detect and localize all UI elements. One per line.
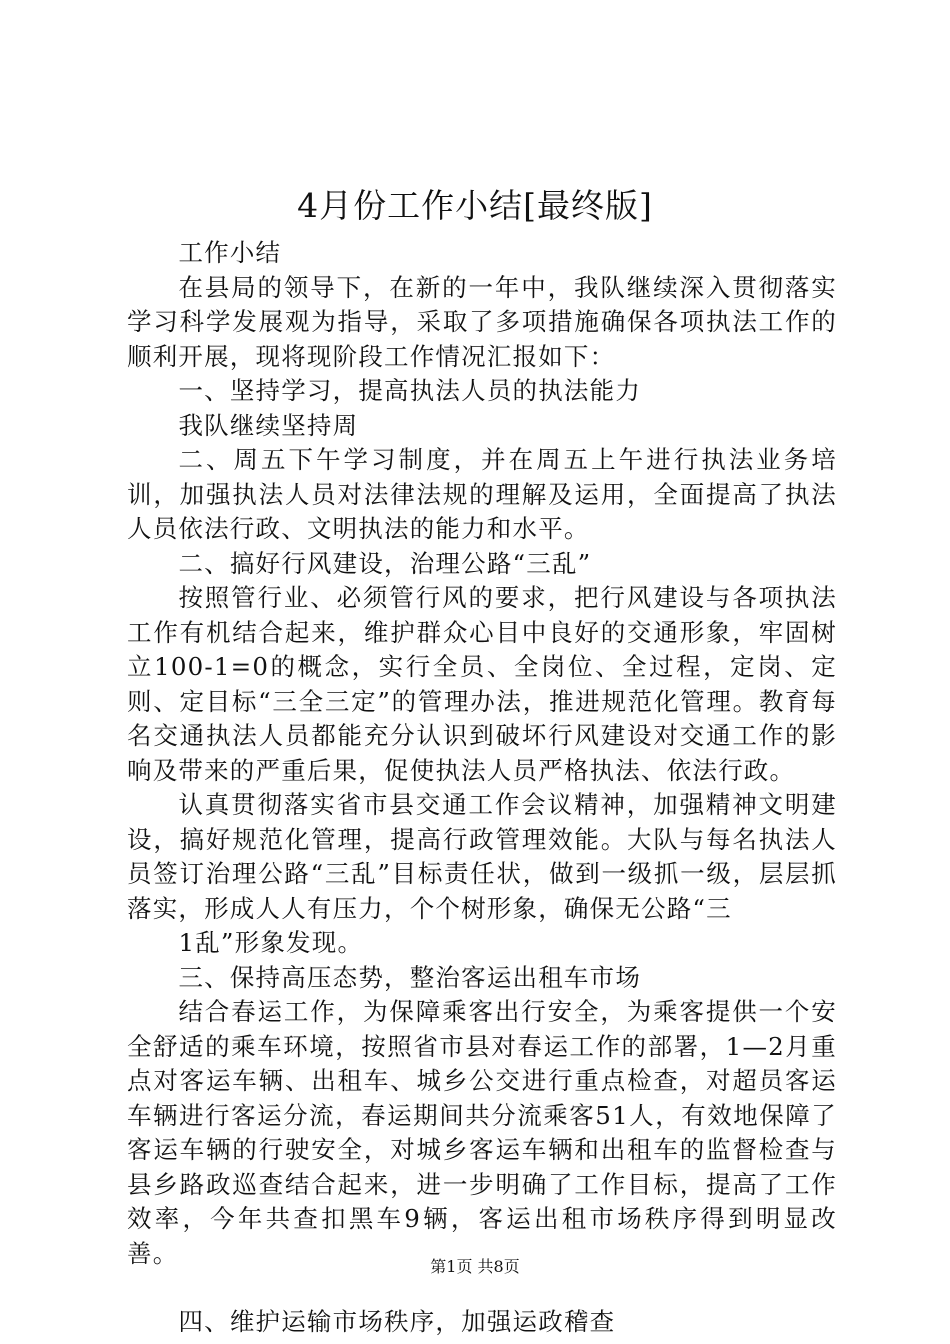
paragraph-intro: 在县局的领导下，在新的一年中，我队继续深入贯彻落实学习科学发展观为指导，采取了多项措施确保各项执法工作的顺利开展，现将现阶段工作情况汇报如下： bbox=[127, 272, 837, 371]
paragraph: 二、周五下午学习制度，并在周五上午进行执法业务培训，加强执法人员对法律法规的理解及运用，全面提高了执法人员依法行政、文明执法的能力和水平。 bbox=[127, 445, 837, 543]
paragraph: 1乱”形象发现。 bbox=[178, 928, 364, 957]
document-title: 4月份工作小结[最终版] bbox=[297, 186, 653, 225]
section-heading-1: 一、坚持学习，提高执法人员的执法能力 bbox=[178, 376, 642, 405]
paragraph: 结合春运工作，为保障乘客出行安全，为乘客提供一个安全舒适的乘车环境，按照省市县对春运工作的部署，1—2月重点对客运车辆、出租车、城乡公交进行重点检查，对超员客运车辆进行客运分流，春运期间共分流乘客51人，有效地保障了客运车辆的行驶安全，对城乡客运车辆和出租车的监督检查与县乡路政巡查结合起来，进一步明确了工作目标，提高了工作效率，今年共查扣黑车9辆，客运出租市场秩序得到明显改善。 bbox=[127, 997, 837, 1268]
paragraph: 我队继续坚持周 bbox=[178, 410, 359, 440]
section-heading-3: 三、保持高压态势，整治客运出租车市场 bbox=[178, 962, 642, 992]
paragraph-heading-summary: 工作小结 bbox=[178, 238, 282, 267]
paragraph: 认真贯彻落实省市县交通工作会议精神，加强精神文明建设，搞好规范化管理，提高行政管理效能。大队与每名执法人员签订治理公路“三乱”目标责任状，做到一级抓一级，层层抓落实，形成人人有压力，个个树形象，确保无公路“三 bbox=[127, 790, 837, 923]
document-body bbox=[127, 236, 837, 1340]
section-heading-2: 二、搞好行风建设，治理公路“三乱” bbox=[178, 548, 592, 578]
page-footer: 第1页 共8页 bbox=[430, 1257, 520, 1276]
paragraph: 按照管行业、必须管行风的要求，把行风建设与各项执法工作有机结合起来，维护群众心目中良好的交通形象，牢固树立100-1=0的概念，实行全员、全岗位、全过程，定岗、定则、定目标“三全三定”的管理办法，推进规范化管理。教育每名交通执法人员都能充分认识到破坏行风建设对交通工作的影响及带来的严重后果，促使执法人员严格执法、依法行政。 bbox=[127, 583, 837, 785]
section-heading-4: 四、维护运输市场秩序，加强运政稽查 bbox=[178, 1307, 616, 1336]
